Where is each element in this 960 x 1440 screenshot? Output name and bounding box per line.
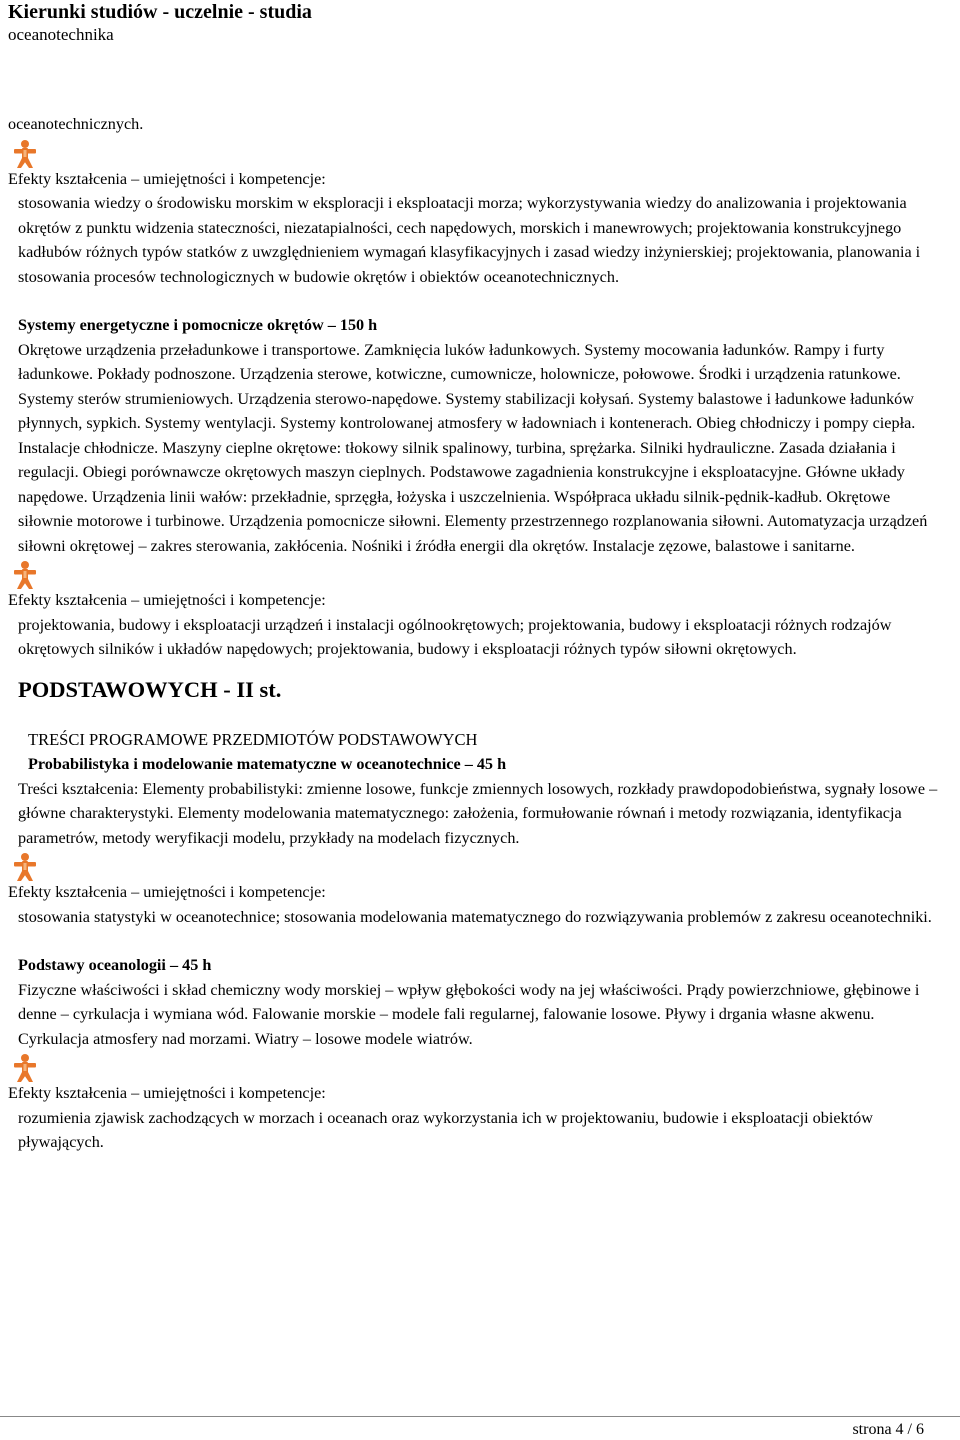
paragraph: Fizyczne właściwości i skład chemiczny wody morskiej – wpływ głębokości wody na jej właściwości. Prądy powierzchniowe, głębinowe i denne – cyrkulacja i wymiana wód. Falowanie morskie – modele fali regularnej, falowanie losowe. Pływy i drgania własne akwenu. Cyrkulacja atmosfery nad morzami. Wiatry – losowe modele wiatrów. bbox=[18, 980, 920, 1048]
paragraph: Okrętowe urządzenia przeładunkowe i transportowe. Zamknięcia luków ładunkowych. Systemy mocowania ładunków. Rampy i furty ładunkowe. Pokłady podnoszone. Urządzenia sterowe, kotwiczne, cumownicze, holownicze, połowowe. Środki i urządzenia ratunkowe. Systemy sterów strumieniowych. Urządzenia sterowo-napędowe. Systemy stabilizacji kołysań. Systemy balastowe i ładunkowe ładunków płynnych, sypkich. Systemy wentylacji. Systemy kontrolowanej atmosfery w ładowniach i kontenerach. Obieg chłodniczy i pompy ciepła. Instalacje chłodnicze. Maszyny cieplne okrętowe: tłokowy silnik spalinowy, turbina, sprężarka. Silniki hydrauliczne. Zasada działania i regulacji. Obiegi porównawcze okrętowych maszyn cieplnych. Podstawowe zagadnienia konstrukcyjne i eksploatacyjne. Główne układy napędowe. Urządzenia linii wałów: przekładnie, sprzęgła, łożyska i uszczelnienia. Współpraca układu silnik-pędnik-kadłub. Okrętowe siłownie motorowe i turbinowe. Urządzenia pomocnicze siłowni. Elementy przestrzennego rozplanowania siłowni. Automatyzacja urządzeń siłowni okrętowej – zakres sterowania, zakłócenia. Nośniki i źródła energii dla okrętów. Instalacje zęzowe, balastowe i sanitarne. bbox=[18, 340, 928, 555]
section-heading: Podstawy oceanologii – 45 h bbox=[18, 956, 212, 974]
page-number: strona 4 / 6 bbox=[852, 1421, 924, 1438]
paragraph: stosowania wiedzy o środowisku morskim w eksploracji i eksploatacji morza; wykorzystywania wiedzy do analizowania i projektowania okrętów z punktu widzenia stateczności, niezatapialności, cech napędowych, morskich i manewrowych; projektowania konstrukcyjnego kadłubów różnych typów statków z uwzględnieniem wymagań klasyfikacyjnych i zasad wiedzy inżynierskiej; projektowania, planowania i stosowania procesów technologicznych w budowie okrętów i obiektów oceanotechnicznych. bbox=[18, 194, 921, 286]
person-figure-icon bbox=[8, 560, 42, 590]
paragraph: Treści kształcenia: Elementy probabilistyki: zmienne losowe, funkcje zmiennych losowych, rozkłady prawdopodobieństwa, sygnały losowe – główne charakterystyki. Elementy modelowania matematycznego: założenia, formułowanie równań i metody rozwiązania, identyfikacja parametrów, metody weryfikacji modelu, przykłady na modelach fizycznych. bbox=[18, 779, 938, 847]
person-figure-icon bbox=[8, 852, 42, 882]
paragraph: oceanotechnicznych. bbox=[8, 115, 144, 133]
section-heading: Systemy energetyczne i pomocnicze okrętów – 150 h bbox=[18, 316, 378, 334]
major-heading: PODSTAWOWYCH - II st. bbox=[18, 676, 282, 702]
paragraph: stosowania statystyki w oceanotechnice; stosowania modelowania matematycznego do rozwiązywania problemów z zakresu oceanotechniki. bbox=[18, 907, 932, 926]
efekty-heading: Efekty kształcenia – umiejętności i kompetencje: bbox=[8, 591, 326, 609]
efekty-heading: Efekty kształcenia – umiejętności i kompetencje: bbox=[8, 169, 326, 188]
person-figure-icon bbox=[8, 1053, 42, 1083]
program-heading: TREŚCI PROGRAMOWE PRZEDMIOTÓW PODSTAWOWYCH bbox=[28, 729, 478, 749]
page-subtitle: oceanotechnika bbox=[8, 25, 114, 44]
page-title: Kierunki studiów - uczelnie - studia bbox=[8, 1, 312, 23]
efekty-heading: Efekty kształcenia – umiejętności i kompetencje: bbox=[8, 883, 326, 901]
person-figure-icon bbox=[8, 139, 42, 169]
footer-divider bbox=[0, 1416, 960, 1417]
section-heading: Probabilistyka i modelowanie matematyczne w oceanotechnice – 45 h bbox=[28, 755, 507, 773]
efekty-heading: Efekty kształcenia – umiejętności i kompetencje: bbox=[8, 1084, 326, 1102]
paragraph: rozumienia zjawisk zachodzących w morzach i oceanach oraz wykorzystania ich w projektowaniu, budowie i eksploatacji obiektów pływających. bbox=[18, 1108, 873, 1151]
paragraph: projektowania, budowy i eksploatacji urządzeń i instalacji ogólnookrętowych; projektowania, budowy i eksploatacji różnych rodzajów okrętowych silników i układów napędowych; projektowania, budowy i eksploatacji różnych typów siłowni okrętowych. bbox=[18, 615, 892, 658]
document-content bbox=[8, 112, 948, 1155]
